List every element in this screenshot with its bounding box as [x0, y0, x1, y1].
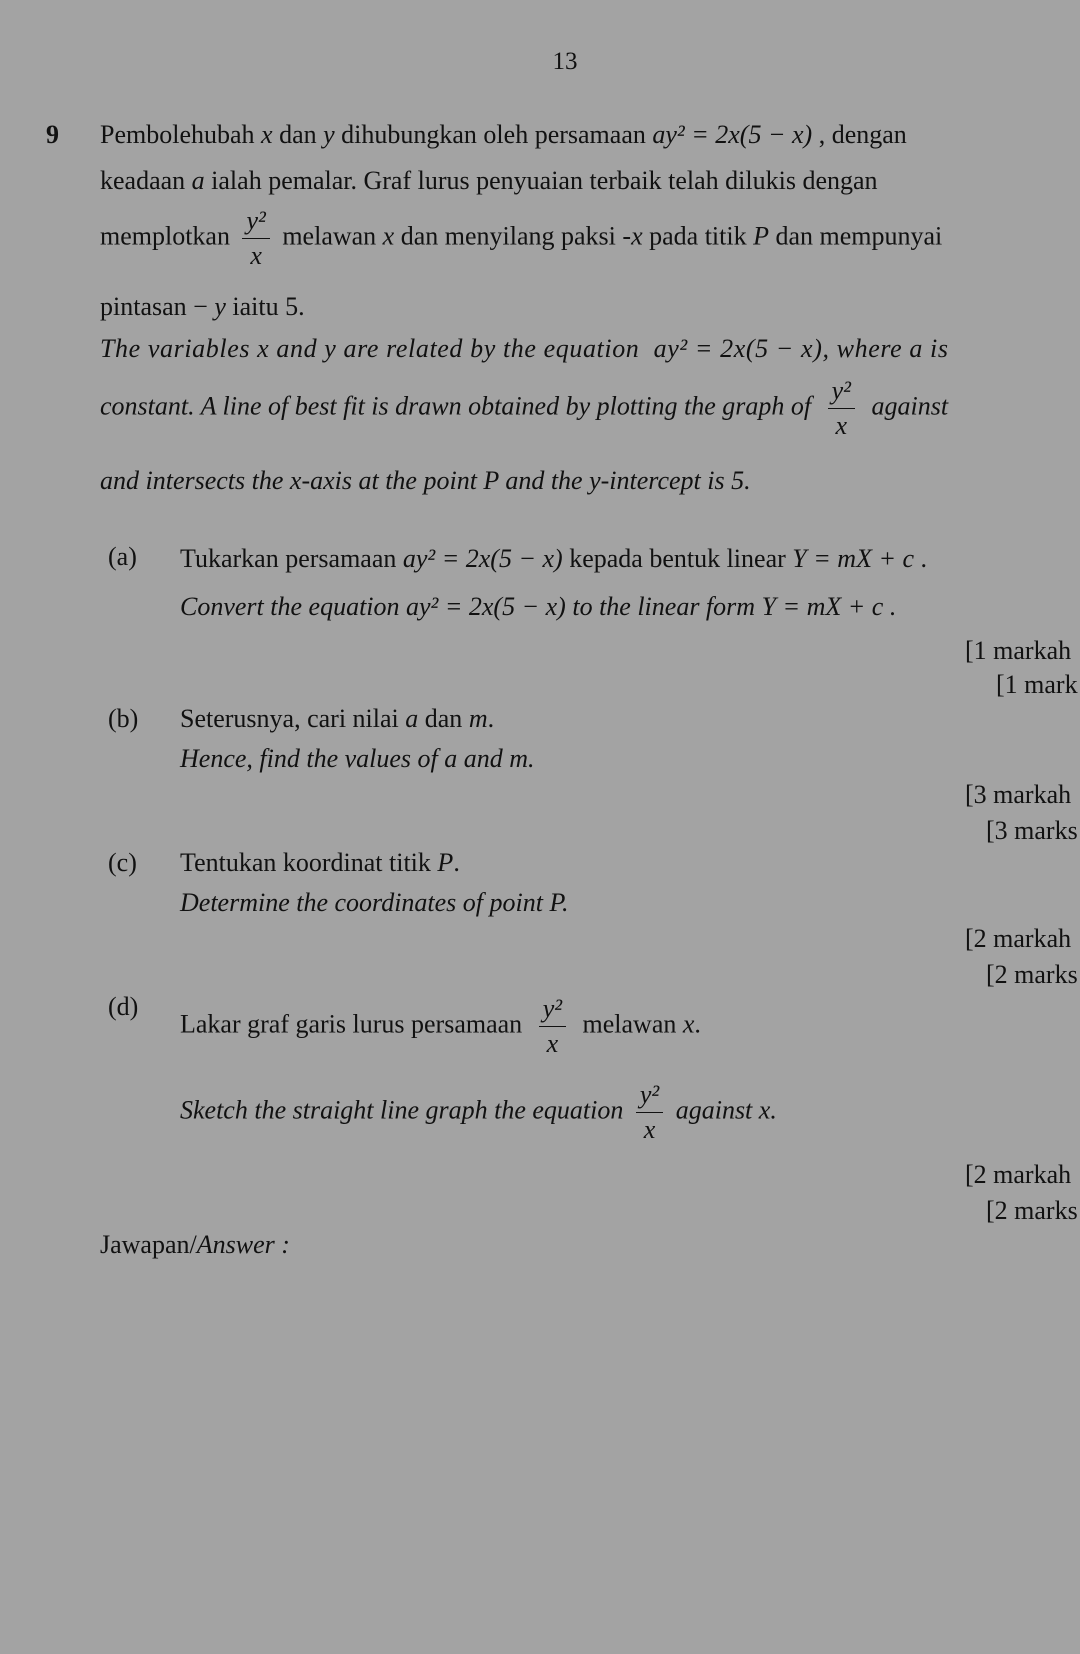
var-a: a	[405, 704, 419, 733]
part-b-english: Hence, find the values of a and m.	[180, 744, 535, 773]
part-b-marks-english: [3 marks	[986, 816, 1078, 845]
text: memplotkan	[100, 221, 230, 251]
question-number: 9	[46, 120, 59, 149]
fraction-y2-over-x	[539, 996, 566, 1057]
text: to the linear form	[565, 592, 762, 621]
part-c-label: (c)	[108, 848, 137, 877]
malay-intro-line-2	[100, 166, 878, 196]
var-p: P	[753, 221, 769, 251]
equation: ay² = 2x(5 − x)	[653, 334, 823, 363]
answer-label	[100, 1230, 290, 1260]
text: , dengan	[812, 120, 907, 149]
var-x: x	[682, 1009, 695, 1039]
text: keadaan	[100, 166, 192, 195]
fraction-denominator: x	[250, 241, 262, 270]
answer-area	[0, 1290, 1080, 1654]
answer-label-english: Answer :	[196, 1230, 290, 1259]
part-d-english	[180, 1082, 777, 1143]
part-d-label: (d)	[108, 992, 139, 1021]
text: dan mempunyai	[768, 221, 943, 251]
var-a: a	[191, 166, 205, 195]
part-c-malay	[180, 848, 460, 878]
fraction-y2-over-x	[828, 378, 855, 439]
text: dan menyilang paksi -	[394, 221, 632, 251]
fraction-numerator: y²	[636, 1082, 663, 1113]
part-b-marks-malay: [3 markah	[965, 780, 1072, 809]
var-x: x	[261, 120, 273, 149]
var-m: m	[468, 704, 488, 733]
malay-intro-line-3	[100, 208, 942, 269]
english-intro-line-3: and intersects the x-axis at the point P and the y-intercept is 5.	[100, 466, 751, 495]
part-c-english: Determine the coordinates of point P.	[180, 888, 569, 917]
part-c-marks-english: [2 marks	[986, 960, 1078, 989]
text: pada titik	[642, 221, 754, 251]
var-x: x	[382, 221, 395, 251]
part-a-label: (a)	[108, 542, 137, 571]
linear-form: Y = mX + c	[792, 544, 915, 573]
text: dan	[272, 120, 324, 149]
marks-text: [1 mark	[996, 670, 1078, 699]
fraction-y2-over-x	[636, 1082, 663, 1143]
text: against x.	[675, 1095, 777, 1125]
text: .	[883, 592, 897, 621]
text: Sketch the straight line graph the equation	[180, 1095, 624, 1125]
malay-intro-line-4	[100, 292, 305, 322]
fraction-numerator: y²	[242, 208, 269, 239]
part-b-label: (b)	[108, 704, 139, 733]
part-a-marks-malay	[965, 636, 1071, 666]
text: against	[871, 391, 949, 421]
equation: ay² = 2x(5 − x)	[652, 120, 813, 149]
text: , where a is	[822, 334, 949, 363]
part-a-english	[180, 592, 896, 622]
linear-form: Y = mX + c	[761, 592, 884, 621]
text: Convert the equation	[180, 592, 407, 621]
fraction-denominator: x	[643, 1115, 656, 1144]
var-p: P	[437, 848, 454, 877]
equation: ay² = 2x(5 − x)	[402, 544, 563, 573]
part-d-marks-english: [2 marks	[986, 1196, 1078, 1225]
fraction-numerator: y²	[828, 378, 855, 409]
malay-intro-line-1	[100, 120, 907, 150]
part-d-marks-malay: [2 markah	[965, 1160, 1072, 1189]
fraction-y2-over-x	[242, 208, 269, 269]
text: Tukarkan persamaan	[180, 544, 403, 573]
part-a-marks-english	[996, 670, 1078, 700]
text: Seterusnya, cari nilai	[180, 704, 406, 733]
text: iaitu 5.	[225, 292, 305, 321]
text: Tentukan koordinat titik	[180, 848, 438, 877]
text: .	[914, 544, 928, 573]
fraction-numerator: y²	[539, 996, 566, 1027]
text: constant. A line of best fit is drawn obtained by plotting the graph of	[100, 391, 812, 421]
text: Pembolehubah	[100, 120, 262, 149]
text: Lakar graf garis lurus persamaan	[180, 1009, 523, 1039]
var-x: x	[631, 221, 643, 251]
var-y: y	[323, 120, 335, 149]
marks-text: [1 markah	[965, 636, 1072, 665]
var-y: y	[214, 292, 226, 321]
equation: ay² = 2x(5 − x)	[406, 592, 566, 621]
text: pintasan −	[100, 292, 215, 321]
answer-label-malay: Jawapan/	[100, 1230, 197, 1259]
fraction-denominator: x	[835, 411, 848, 440]
english-intro-line-1	[100, 334, 949, 364]
page-number: 13	[552, 48, 578, 75]
text: kepada bentuk linear	[562, 544, 793, 573]
english-intro-line-2	[100, 378, 948, 439]
part-c-marks-malay: [2 markah	[965, 924, 1072, 953]
text: melawan	[582, 1009, 683, 1039]
text: dan	[418, 704, 469, 733]
text: melawan	[282, 221, 383, 251]
part-d-malay	[180, 996, 701, 1057]
part-a-malay	[180, 544, 927, 574]
text: dihubungkan oleh persamaan	[334, 120, 653, 149]
text: .	[694, 1009, 701, 1039]
text: ialah pemalar. Graf lurus penyuaian terbaik telah dilukis dengan	[204, 166, 878, 195]
fraction-denominator: x	[546, 1029, 559, 1058]
text: .	[453, 848, 460, 877]
text: .	[487, 704, 495, 733]
text: The variables x and y are related by the equation	[100, 334, 640, 363]
part-b-malay	[180, 704, 494, 734]
